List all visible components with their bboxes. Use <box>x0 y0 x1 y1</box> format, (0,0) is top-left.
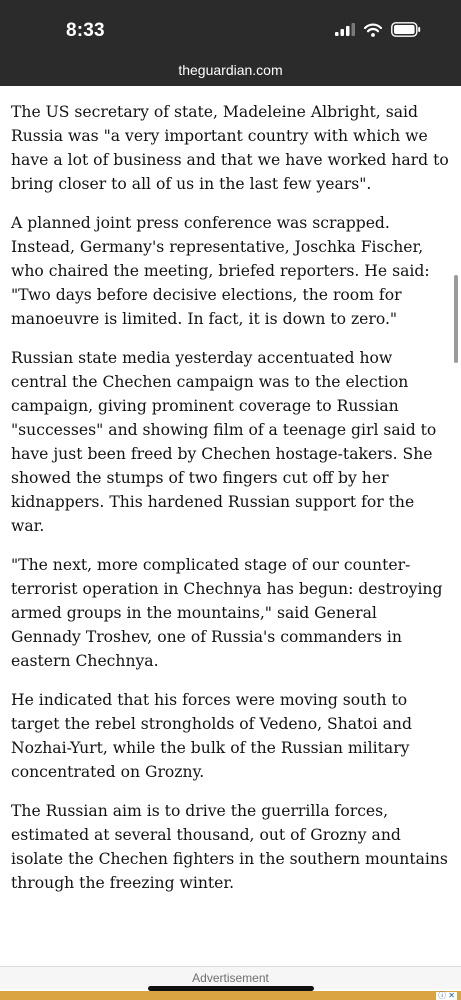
article-paragraph: The US secretary of state, Madeleine Albright, said Russia was "a very important country with which we have a lot of business and that we have worked hard to bring closer to all of us in the last few years". <box>11 103 449 193</box>
cellular-signal-icon <box>335 23 355 36</box>
advertisement-banner[interactable] <box>0 991 461 1000</box>
battery-icon <box>391 22 421 37</box>
address-bar[interactable]: theguardian.com <box>178 62 283 78</box>
article-paragraph: He indicated that his forces were moving south to target the rebel strongholds of Vedeno, Shatoi and Nozhai-Yurt, while the bulk of the Russian military concentrated on Grozny. <box>11 691 412 781</box>
article-body <box>11 100 451 910</box>
system-icons <box>335 22 421 37</box>
ad-choices-icon[interactable]: ⓘ ✕ <box>438 991 455 1000</box>
status-time: 8:33 <box>66 20 105 41</box>
status-bar <box>0 0 461 86</box>
scrollbar-thumb[interactable] <box>454 275 458 363</box>
article-paragraph: Russian state media yesterday accentuated how central the Chechen campaign was to the election campaign, giving prominent coverage to Russian "successes" and showing film of a teenage girl said to have just been freed by Chechen hostage-takers. She showed the stumps of two fingers cut off by her kidnappers. This hardened Russian support for the war. <box>11 349 437 535</box>
article-paragraph: The Russian aim is to drive the guerrilla forces, estimated at several thousand, out of Grozny and isolate the Chechen fighters in the southern mountains through the freezing winter. <box>11 802 448 892</box>
article-paragraph: A planned joint press conference was scrapped. Instead, Germany's representative, Joschka Fischer, who chaired the meeting, briefed reporters. He said: "Two days before decisive elections, the room for manoeuvre is limited. In fact, it is down to zero." <box>11 214 430 328</box>
advertisement-label: Advertisement <box>0 966 461 989</box>
home-indicator[interactable] <box>148 986 314 991</box>
article-paragraph: "The next, more complicated stage of our counter-terrorist operation in Chechnya has begun: destroying armed groups in the mountains," said General Gennady Troshev, one of Russia's commanders in eastern Chechnya. <box>11 556 443 670</box>
wifi-icon <box>364 23 382 37</box>
